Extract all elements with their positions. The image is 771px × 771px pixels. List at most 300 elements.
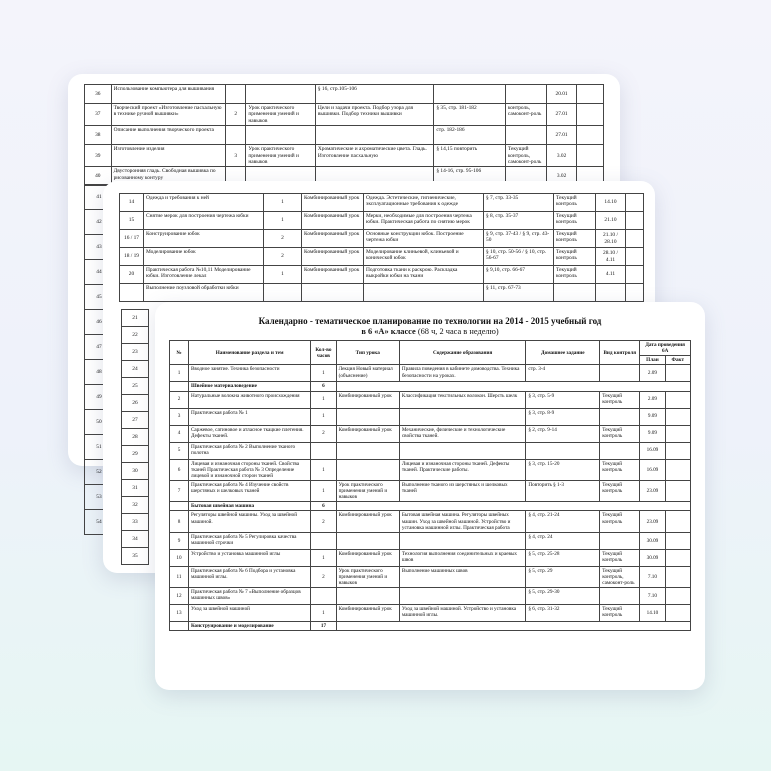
row-content xyxy=(399,408,526,425)
table-row xyxy=(170,511,691,532)
row-homework: § 4, стр. 24 xyxy=(526,532,600,549)
row-homework: стр. 182-186 xyxy=(434,126,506,145)
row-homework: § 10, стр. 50-56 / § 10, стр. 56-67 xyxy=(484,248,554,266)
row-fact-date xyxy=(665,459,690,480)
middle-row xyxy=(120,248,644,266)
middle-number-row xyxy=(122,429,149,446)
row-topic: Уход за швейной машиной xyxy=(188,605,310,622)
row-homework: § 2, стр. 9-14 xyxy=(526,425,600,442)
middle-number-row xyxy=(122,327,149,344)
row-content: Одежда. Эстетические, гигиенические, эксплуатационные требования к одежде xyxy=(364,194,484,212)
row-homework: § 6, стр. 31-32 xyxy=(526,605,600,622)
row-number: 31 xyxy=(122,480,149,497)
row-number: 15 xyxy=(120,212,144,230)
section-hours: 17 xyxy=(311,622,336,631)
section-spacer xyxy=(170,382,189,391)
row-number: 35 xyxy=(122,548,149,565)
middle-table xyxy=(119,193,644,302)
row-control: Текущий контроль xyxy=(600,391,640,408)
row-fact xyxy=(626,230,644,248)
header-hours: Кол-во часов xyxy=(311,341,336,365)
row-fact-date xyxy=(665,511,690,532)
row-content: Уход за швейной машиной. Устройство и установка машинной иглы. xyxy=(399,605,526,622)
row-lesson-type xyxy=(302,284,364,302)
row-number: 48 xyxy=(85,360,114,385)
header-num: № xyxy=(170,341,189,365)
middle-number-row xyxy=(122,497,149,514)
plan-table xyxy=(169,340,691,631)
row-number: 54 xyxy=(85,510,114,535)
row-topic: Конструирование юбок xyxy=(144,230,264,248)
row-plan-date: 2.09 xyxy=(640,365,665,382)
row-number: 23 xyxy=(122,344,149,361)
row-number: 47 xyxy=(85,335,114,360)
section-spacer xyxy=(170,502,189,511)
row-content: Основные конструкции юбок. Построение чертежа юбки xyxy=(364,230,484,248)
row-plan-date: 30.09 xyxy=(640,532,665,549)
row-homework: § 7, стр. 33-35 xyxy=(484,194,554,212)
row-number: 42 xyxy=(85,210,114,235)
row-hours: 3 xyxy=(225,145,245,167)
row-homework xyxy=(526,442,600,459)
row-content: § 16, стр.105-106 xyxy=(315,85,434,104)
row-homework: стр. 3-4 xyxy=(526,365,600,382)
row-number: 49 xyxy=(85,385,114,410)
row-fact-date xyxy=(665,549,690,566)
row-topic: Практическая работа № 7 «Выполнение образцов машинных швов» xyxy=(188,588,310,605)
back-row xyxy=(85,126,604,145)
middle-number-row xyxy=(122,463,149,480)
row-number: 6 xyxy=(170,459,189,480)
middle-row xyxy=(120,194,644,212)
row-number: 39 xyxy=(85,145,112,167)
row-plan-date: 16.09 xyxy=(640,442,665,459)
section-rest xyxy=(336,502,690,511)
row-content xyxy=(399,532,526,549)
back-row xyxy=(85,104,604,126)
row-control: Текущий контроль xyxy=(554,266,596,284)
row-number: 51 xyxy=(85,435,114,460)
row-number: 50 xyxy=(85,410,114,435)
row-hours xyxy=(225,85,245,104)
row-control: Текущий контроль xyxy=(600,605,640,622)
row-lesson-type: Урок практического применения умений и навыков xyxy=(246,145,315,167)
row-fact-date xyxy=(665,391,690,408)
row-number: 4 xyxy=(170,425,189,442)
row-control xyxy=(600,408,640,425)
row-homework: § 35, стр. 181-182 xyxy=(434,104,506,126)
row-number: 5 xyxy=(170,442,189,459)
row-control: Текущий контроль xyxy=(554,230,596,248)
row-homework: § 3, стр. 15-20 xyxy=(526,459,600,480)
row-content: Технология выполнения соединительных и краевых швов xyxy=(399,549,526,566)
row-hours xyxy=(311,532,336,549)
section-title: Конструирование и моделирование xyxy=(188,622,310,631)
plan-subtitle xyxy=(167,327,693,336)
row-number: 14 xyxy=(120,194,144,212)
row-number: 36 xyxy=(85,85,112,104)
row-homework: § 3, стр. 8-9 xyxy=(526,408,600,425)
row-lesson-type: Комбинированный урок xyxy=(336,511,399,532)
table-row xyxy=(170,532,691,549)
table-row xyxy=(170,480,691,501)
middle-number-row xyxy=(122,344,149,361)
table-row xyxy=(170,442,691,459)
row-date: 21.10 / 28.10 xyxy=(596,230,626,248)
row-content: Мерки, необходимые для построения чертежа юбки. Практическая работа по снятию мерок xyxy=(364,212,484,230)
row-date: 21.10 xyxy=(596,212,626,230)
row-homework: § 4, стр. 21-24 xyxy=(526,511,600,532)
row-lesson-type: Комбинированный урок xyxy=(302,266,364,284)
section-title: Швейное материаловедение xyxy=(188,382,310,391)
row-fact xyxy=(577,85,604,104)
section-row xyxy=(170,502,691,511)
row-topic: Снятие мерок для построения чертежа юбки xyxy=(144,212,264,230)
row-lesson-type xyxy=(336,588,399,605)
row-topic: Практическая работа № 2 Выполнение тканого полотна xyxy=(188,442,310,459)
row-number: 10 xyxy=(170,549,189,566)
row-date: 28.10 / 4.11 xyxy=(596,248,626,266)
row-hours xyxy=(225,126,245,145)
table-row xyxy=(170,408,691,425)
row-hours: 1 xyxy=(264,194,302,212)
row-number: 53 xyxy=(85,485,114,510)
row-fact-date xyxy=(665,480,690,501)
row-hours: 1 xyxy=(311,549,336,566)
table-row xyxy=(170,459,691,480)
row-control: Текущий контроль, самоконт-роль xyxy=(505,145,546,167)
row-control: Текущий контроль xyxy=(600,511,640,532)
row-hours xyxy=(311,588,336,605)
row-content: Выполнение тканого из шерстяных и шелковых тканей xyxy=(399,480,526,501)
middle-number-row xyxy=(122,548,149,565)
middle-number-row xyxy=(122,395,149,412)
section-rest xyxy=(336,382,690,391)
middle-row xyxy=(120,266,644,284)
row-content xyxy=(399,588,526,605)
row-control: контроль, самоконт-роль xyxy=(505,104,546,126)
row-date: 20.01 xyxy=(546,85,577,104)
row-date: 27.01 xyxy=(546,104,577,126)
row-topic: Практическая работа № 5 Регулировка качества машинной строчки xyxy=(188,532,310,549)
row-number: 28 xyxy=(122,429,149,446)
middle-number-row xyxy=(122,412,149,429)
row-number: 33 xyxy=(122,514,149,531)
row-topic: Саржевое, сатиновое и атласное ткацкие плетения. Дефекты тканей. xyxy=(188,425,310,442)
header-topic: Наименование раздела и тем xyxy=(188,341,310,365)
row-topic: Творческий проект «Изготовление пасхальную в технике ручной вышивки» xyxy=(111,104,225,126)
row-lesson-type: Урок практического применения умений и навыков xyxy=(336,480,399,501)
row-fact xyxy=(626,194,644,212)
row-plan-date: 9.09 xyxy=(640,408,665,425)
row-hours: 1 xyxy=(264,266,302,284)
header-homework: Домашнее задание xyxy=(526,341,600,365)
row-date: 3.02 xyxy=(546,145,577,167)
row-control: Текущий контроль xyxy=(554,194,596,212)
row-number: 29 xyxy=(122,446,149,463)
row-number: 8 xyxy=(170,511,189,532)
row-fact xyxy=(626,212,644,230)
middle-number-row xyxy=(122,378,149,395)
row-hours: 2 xyxy=(311,425,336,442)
row-fact xyxy=(626,248,644,266)
row-homework: § 14-16, стр. 95-106 xyxy=(434,167,506,186)
row-hours: 1 xyxy=(311,605,336,622)
row-topic: Вводное занятие. Техника безопасности xyxy=(188,365,310,382)
row-topic: Моделирование юбок xyxy=(144,248,264,266)
row-fact xyxy=(577,145,604,167)
row-topic: Изготовление изделия xyxy=(111,145,225,167)
row-content xyxy=(315,126,434,145)
row-fact-date xyxy=(665,425,690,442)
row-plan-date: 23.09 xyxy=(640,480,665,501)
row-content: Подготовка ткани к раскрою. Раскладка выкройки юбки на ткани xyxy=(364,266,484,284)
row-lesson-type xyxy=(246,126,315,145)
row-content: Бытовая швейная машина. Регуляторы швейных машин. Уход за швейной машиной. Устройство и установка машинной иглы. Практическая работа xyxy=(399,511,526,532)
row-hours: 2 xyxy=(311,511,336,532)
row-homework: § 9,10, стр. 66-67 xyxy=(484,266,554,284)
row-topic: Выполнение поузловой обработки юбки xyxy=(144,284,264,302)
row-fact-date xyxy=(665,532,690,549)
header-type: Тип урока xyxy=(336,341,399,365)
row-topic: Лицевая и изнаночная стороны тканей. Свойства тканей Практическая работа № 3 Определение лицевой и изнаночной сторон тканей xyxy=(188,459,310,480)
row-fact xyxy=(626,284,644,302)
row-number: 37 xyxy=(85,104,112,126)
row-number: 27 xyxy=(122,412,149,429)
row-topic: Практическая работа № 4 Изучение свойств шерстяных и шелковых тканей xyxy=(188,480,310,501)
row-hours: 2 xyxy=(264,230,302,248)
row-number: 7 xyxy=(170,480,189,501)
plan-hours-note: (68 ч, 2 часа в неделю) xyxy=(417,327,499,336)
row-control: Текущий контроль xyxy=(600,425,640,442)
row-plan-date: 7.10 xyxy=(640,588,665,605)
section-title: Бытовая швейная машина xyxy=(188,502,310,511)
row-number: 26 xyxy=(122,395,149,412)
row-lesson-type: Урок практического применения умений и навыков xyxy=(336,566,399,587)
row-control xyxy=(600,588,640,605)
row-fact xyxy=(577,104,604,126)
row-lesson-type xyxy=(336,532,399,549)
row-topic: Натуральные волокна животного происхождения xyxy=(188,391,310,408)
row-lesson-type xyxy=(336,442,399,459)
table-row xyxy=(170,588,691,605)
middle-row xyxy=(120,284,644,302)
row-fact xyxy=(577,126,604,145)
row-number: 12 xyxy=(170,588,189,605)
section-hours: 6 xyxy=(311,502,336,511)
row-hours: 1 xyxy=(311,408,336,425)
header-fact: Факт xyxy=(665,356,690,365)
table-row xyxy=(170,391,691,408)
row-control xyxy=(505,85,546,104)
row-lesson-type xyxy=(246,85,315,104)
row-lesson-type: Комбинированный урок xyxy=(336,549,399,566)
header-control: Вид контроля xyxy=(600,341,640,365)
row-plan-date: 7.10 xyxy=(640,566,665,587)
header-plan: План xyxy=(640,356,665,365)
section-spacer xyxy=(170,622,189,631)
row-control xyxy=(505,126,546,145)
table-row xyxy=(170,605,691,622)
row-fact-date xyxy=(665,442,690,459)
row-number: 45 xyxy=(85,285,114,310)
row-topic: Практическая работа №10,11 Моделирование юбки. Изготовление лекал xyxy=(144,266,264,284)
row-content xyxy=(364,284,484,302)
row-topic: Практическая работа № 1 xyxy=(188,408,310,425)
row-number: 22 xyxy=(122,327,149,344)
row-date: 4.11 xyxy=(596,266,626,284)
row-control: Текущий контроль xyxy=(600,459,640,480)
table-row xyxy=(170,425,691,442)
row-hours: 2 xyxy=(225,104,245,126)
row-number: 2 xyxy=(170,391,189,408)
plan-title: Календарно - тематическое планирование по технологии на 2014 - 2015 учебный год xyxy=(258,316,602,326)
middle-number-row xyxy=(122,446,149,463)
row-fact-date xyxy=(665,408,690,425)
row-content: Хроматические и ахроматические цвета. Гладь. Изготовление пасхальную xyxy=(315,145,434,167)
row-fact-date xyxy=(665,588,690,605)
row-number: 25 xyxy=(122,378,149,395)
row-control: Текущий контроль, самоконт-роль xyxy=(600,566,640,587)
row-control: Текущий контроль xyxy=(554,248,596,266)
middle-number-row xyxy=(122,310,149,327)
row-hours: 1 xyxy=(311,459,336,480)
row-fact-date xyxy=(665,566,690,587)
row-control xyxy=(600,365,640,382)
row-lesson-type: Комбинированный урок xyxy=(302,194,364,212)
row-number: 18 / 19 xyxy=(120,248,144,266)
row-hours xyxy=(264,284,302,302)
row-topic: Одежда и требования к ней xyxy=(144,194,264,212)
row-lesson-type xyxy=(336,408,399,425)
row-homework: § 5, стр. 25-28 xyxy=(526,549,600,566)
row-homework xyxy=(434,85,506,104)
middle-number-row xyxy=(122,480,149,497)
row-number: 38 xyxy=(85,126,112,145)
row-lesson-type: Комбинированный урок xyxy=(302,248,364,266)
row-plan-date: 23.09 xyxy=(640,511,665,532)
row-number xyxy=(120,284,144,302)
row-number: 32 xyxy=(122,497,149,514)
row-content: Цели и задачи проекта. Подбор узора для вышивки. Подбор техники вышивки xyxy=(315,104,434,126)
row-number: 9 xyxy=(170,532,189,549)
row-date xyxy=(596,284,626,302)
row-number: 44 xyxy=(85,260,114,285)
table-row xyxy=(170,549,691,566)
section-row xyxy=(170,622,691,631)
front-sheet xyxy=(155,302,705,690)
row-hours: 2 xyxy=(311,566,336,587)
row-topic: Двусторонняя гладь. Свободная вышивка по рисованному контуру xyxy=(111,167,225,186)
row-lesson-type: Комбинированный урок xyxy=(302,212,364,230)
row-homework: § 14,15 повторить xyxy=(434,145,506,167)
row-control xyxy=(600,532,640,549)
middle-number-row xyxy=(122,361,149,378)
row-number: 3 xyxy=(170,408,189,425)
back-table xyxy=(84,84,604,186)
row-fact xyxy=(626,266,644,284)
row-plan-date: 30.09 xyxy=(640,549,665,566)
row-number: 40 xyxy=(85,167,112,186)
row-number: 52 xyxy=(85,460,114,485)
middle-row xyxy=(120,212,644,230)
row-lesson-type xyxy=(336,459,399,480)
row-homework: § 11, стр. 67-73 xyxy=(484,284,554,302)
row-fact-date xyxy=(665,605,690,622)
plan-class: в 6 «А» классе xyxy=(361,327,416,336)
row-homework: § 8, стр. 35-37 xyxy=(484,212,554,230)
table-row xyxy=(170,566,691,587)
middle-number-column xyxy=(121,309,149,565)
header-date-group: Дата проведения 6А xyxy=(640,341,691,356)
row-lesson-type: Лекция Новый материал (объяснение) xyxy=(336,365,399,382)
row-content: Моделирование клиньевой, клиньевой и конической юбок xyxy=(364,248,484,266)
row-date: 3.02 xyxy=(546,167,577,186)
row-number: 24 xyxy=(122,361,149,378)
row-hours: 1 xyxy=(311,391,336,408)
row-number: 16 / 17 xyxy=(120,230,144,248)
row-date: 27.01 xyxy=(546,126,577,145)
row-number: 1 xyxy=(170,365,189,382)
row-lesson-type: Комбинированный урок xyxy=(336,391,399,408)
row-hours xyxy=(311,442,336,459)
row-number: 34 xyxy=(122,531,149,548)
row-content: Лицевая и изнаночная стороны тканей. Дефекты тканей. Практические работы. xyxy=(399,459,526,480)
row-homework: § 5, стр. 29 xyxy=(526,566,600,587)
row-number: 11 xyxy=(170,566,189,587)
row-homework: Повторить § 1-3 xyxy=(526,480,600,501)
row-hours: 1 xyxy=(264,212,302,230)
row-content: Механические, физические и технологические свойства тканей. xyxy=(399,425,526,442)
row-lesson-type: Урок практического применения умений и навыков xyxy=(246,104,315,126)
row-content: Выполнение машинных швов xyxy=(399,566,526,587)
section-rest xyxy=(336,622,690,631)
row-content: Классификация текстильных волокон. Шерсть шелк xyxy=(399,391,526,408)
middle-row xyxy=(120,230,644,248)
row-number: 46 xyxy=(85,310,114,335)
row-number: 41 xyxy=(85,185,114,210)
row-hours: 1 xyxy=(311,480,336,501)
row-plan-date: 2.09 xyxy=(640,391,665,408)
header-content: Содержание образования xyxy=(399,341,526,365)
row-topic: Использование компьютера для вышивания xyxy=(111,85,225,104)
middle-number-row xyxy=(122,531,149,548)
table-row xyxy=(170,365,691,382)
row-control xyxy=(554,284,596,302)
row-number: 43 xyxy=(85,235,114,260)
row-control: Текущий контроль xyxy=(600,480,640,501)
row-fact-date xyxy=(665,365,690,382)
row-content: Правила поведения в кабинете домоводства. Техника безопасности на уроках. xyxy=(399,365,526,382)
row-hours: 1 xyxy=(311,365,336,382)
row-content xyxy=(399,442,526,459)
row-number: 20 xyxy=(120,266,144,284)
row-control xyxy=(600,442,640,459)
row-homework: § 9, стр. 37-43 / § 9, стр. 43-50 xyxy=(484,230,554,248)
section-row xyxy=(170,382,691,391)
row-lesson-type: Комбинированный урок xyxy=(336,425,399,442)
row-plan-date: 16.09 xyxy=(640,459,665,480)
row-lesson-type: Комбинированный урок xyxy=(302,230,364,248)
row-number: 13 xyxy=(170,605,189,622)
back-row xyxy=(85,85,604,104)
row-number: 21 xyxy=(122,310,149,327)
row-homework: § 3, стр. 5-9 xyxy=(526,391,600,408)
section-hours: 6 xyxy=(311,382,336,391)
row-topic: Описание выполнения творческого проекта xyxy=(111,126,225,145)
row-control: Текущий контроль xyxy=(554,212,596,230)
row-lesson-type: Комбинированный урок xyxy=(336,605,399,622)
